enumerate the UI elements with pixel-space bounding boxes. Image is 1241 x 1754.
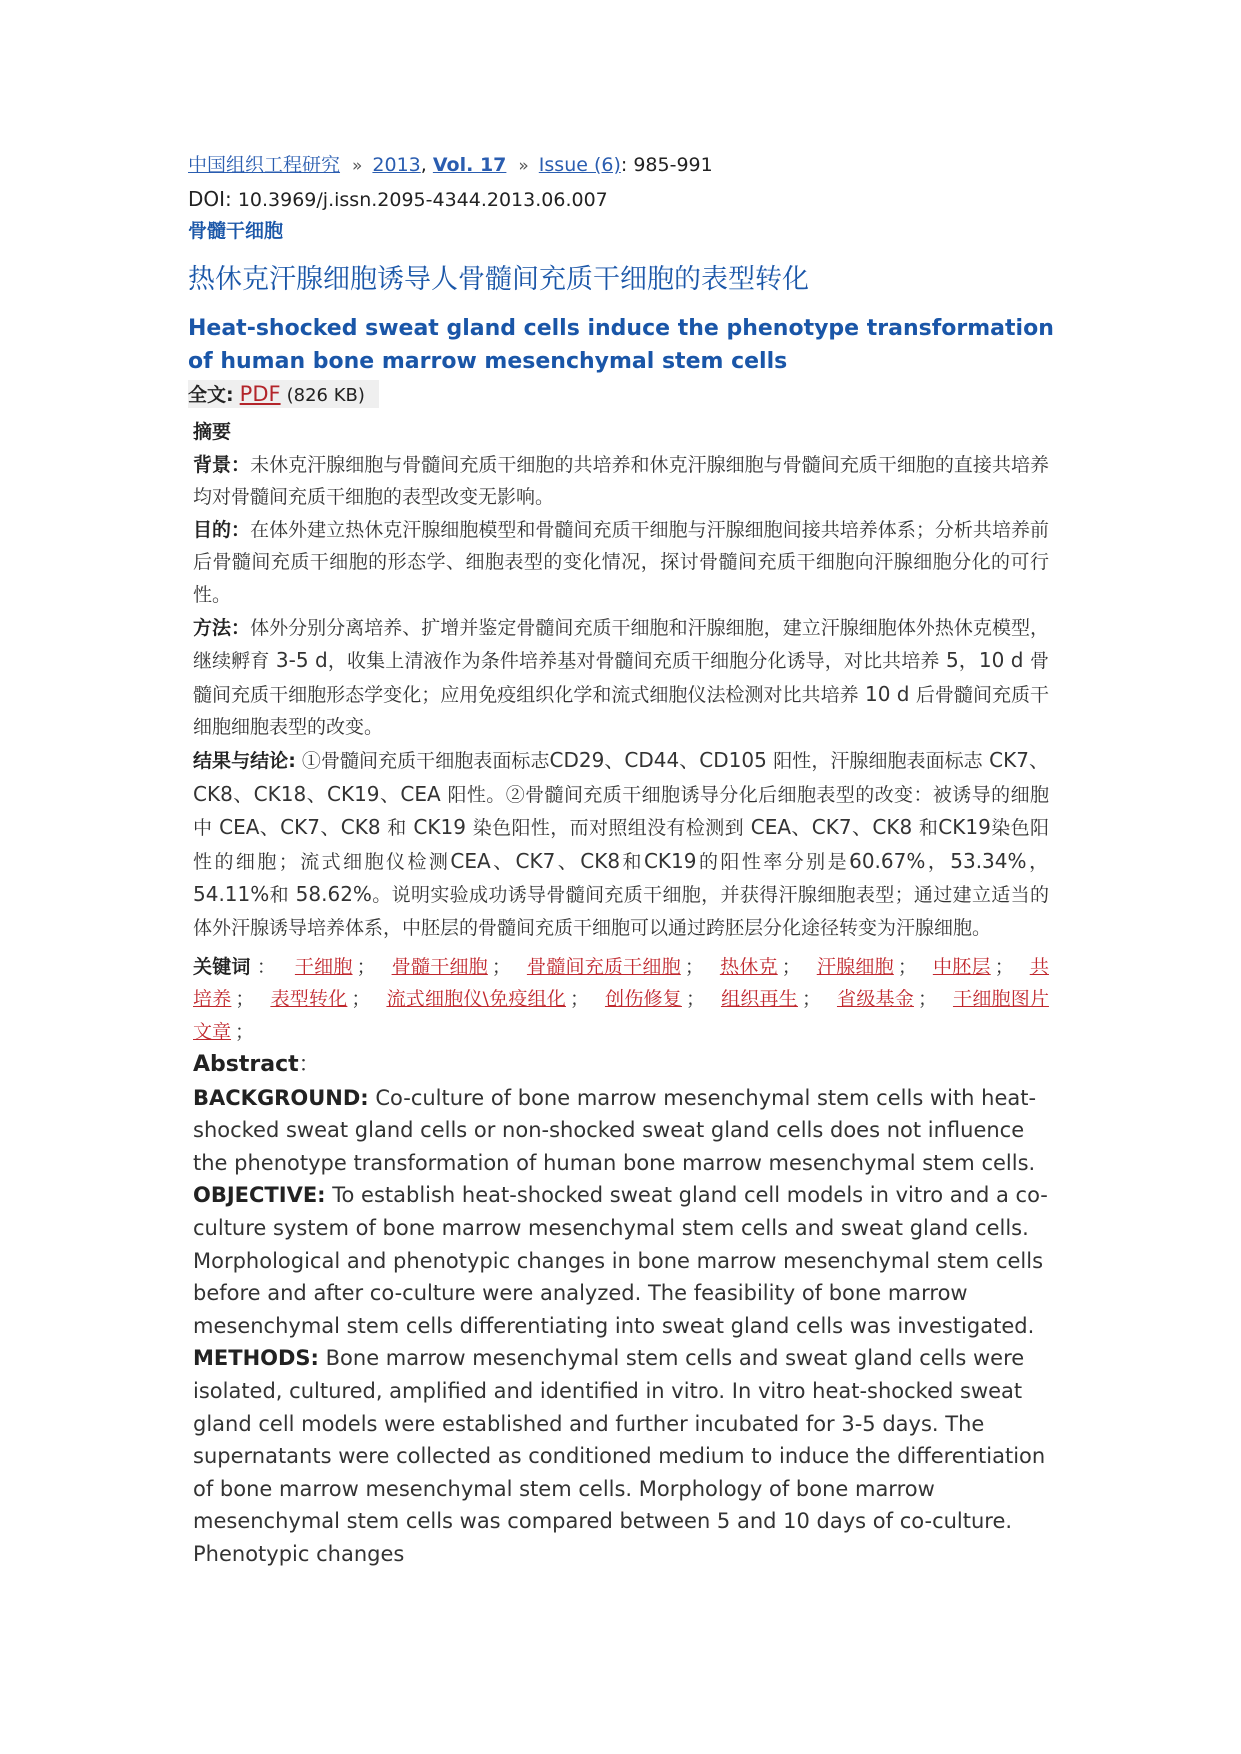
methods-cn-span: 5，10 d	[939, 648, 1030, 673]
results-cn	[193, 744, 1049, 945]
keyword-link[interactable]: 干细胞	[294, 955, 353, 978]
objective-cn-label: 目的：	[193, 518, 251, 541]
results-cn-text: 染色阳性，而对照组没有检测到	[472, 817, 745, 840]
keyword-list	[193, 956, 1049, 1043]
objective-cn-text: 在体外建立热休克汗腺细胞模型和骨髓间充质干细胞与汗腺细胞间接共培养体系；分析共培养前后骨髓间充质干细胞的形态学、细胞表型的变化情况，探讨骨髓间充质干细胞向汗腺细胞分化的可行性。	[193, 518, 1049, 606]
abstract-cn-heading: 摘要	[193, 421, 232, 443]
objective-en-label: OBJECTIVE:	[193, 1183, 326, 1208]
year-link[interactable]: 2013	[372, 154, 421, 176]
results-cn-text: 。说明实验成功诱导骨髓间充质干细胞，并获得汗腺细胞表型；通过建立适当的体外汗腺诱导培养体系，中胚层的骨髓间充质干细胞可以通过跨胚层分化途径转变为汗腺细胞。	[193, 884, 1049, 939]
journal-link[interactable]: 中国组织工程研究	[188, 154, 341, 176]
keyword-separator: ；	[897, 955, 917, 978]
issue-link[interactable]: Issue (6)	[538, 154, 621, 176]
article-title-en: Heat-shocked sweat gland cells induce the phenotype transformation of human bone marrow mesenchymal stem cells	[188, 316, 1054, 374]
background-cn	[193, 449, 1049, 514]
methods-cn-span: 3-5 d	[269, 648, 328, 673]
keyword-link[interactable]: 热休克	[719, 955, 778, 978]
results-cn-span: CK19	[938, 815, 991, 840]
abstract-en-heading: Abstract	[193, 1052, 299, 1077]
results-cn-span: CEA、CK7、CK8	[744, 815, 919, 840]
keyword-separator: ；	[917, 988, 937, 1011]
abstract-en	[193, 1048, 1049, 1571]
results-cn-span: CK7、CK8、CK18、CK19、CEA	[193, 747, 1049, 806]
abstract-cn	[193, 416, 1049, 1048]
background-cn-text: 未休克汗腺细胞与骨髓间充质干细胞的共培养和休克汗腺细胞与骨髓间充质干细胞的直接共培养均对骨髓间充质干细胞的表型改变无影响。	[193, 453, 1049, 509]
methods-cn-text: 体外分别分离培养、扩增并鉴定骨髓间充质干细胞和汗腺细胞，建立汗腺细胞体外热休克模型，继续孵育	[193, 616, 1049, 673]
doi-line	[188, 186, 608, 213]
keyword-link[interactable]: 共培养	[193, 955, 1049, 1011]
background-en	[193, 1082, 1049, 1180]
results-cn-text: 阳性，汗腺细胞表面标志	[773, 749, 983, 772]
background-en-label: BACKGROUND:	[193, 1085, 369, 1110]
breadcrumb-comma: ,	[420, 154, 427, 176]
results-cn-span: 60.67%，53.34%，54.11%	[193, 848, 1049, 907]
keyword-separator: ；	[491, 955, 511, 978]
results-cn-text: 和	[387, 817, 407, 840]
breadcrumb-separator: »	[352, 156, 363, 176]
keyword-link[interactable]: 流式细胞仪\免疫组化	[386, 988, 566, 1011]
methods-cn-span: 10 d	[858, 681, 916, 706]
results-cn-span: CK19	[406, 815, 473, 840]
doi-value: 10.3969/j.issn.2095-4344.2013.06.007	[237, 189, 608, 211]
keyword-separator: ；	[994, 955, 1014, 978]
keywords-label: 关键词	[193, 955, 251, 978]
fulltext-label: 全文:	[188, 384, 234, 406]
keyword-link[interactable]: 干细胞图片文章	[193, 988, 1049, 1043]
results-cn-span: 58.62%	[288, 882, 372, 907]
keyword-separator: ；	[351, 988, 371, 1011]
background-cn-label: 背景：	[193, 453, 251, 476]
keyword-separator: ；	[235, 988, 255, 1011]
results-cn-text: 的阳性率分别是	[696, 850, 850, 873]
page-range: : 985-991	[620, 154, 713, 176]
keyword-separator: ；	[781, 955, 801, 978]
methods-cn-text: 骨髓间充质干细胞形态学变化；应用免疫组织化学和流式细胞仪法检测对比共培养	[193, 650, 1049, 706]
keyword-link[interactable]: 创伤修复	[604, 988, 682, 1011]
keyword-link[interactable]: 骨髓干细胞	[391, 955, 488, 978]
results-cn-span: CK19	[643, 848, 697, 873]
keyword-separator: ；	[685, 988, 705, 1011]
abstract-en-colon: ：	[298, 1052, 320, 1076]
keywords-colon: ：	[250, 955, 277, 978]
results-cn-span: CD29、CD44、CD105	[549, 747, 774, 772]
fulltext-line	[188, 380, 379, 408]
results-cn-text: 和	[269, 884, 289, 907]
keyword-separator: ；	[235, 1020, 255, 1043]
results-cn-span: CEA、CK7、CK8	[212, 815, 388, 840]
objective-en	[193, 1179, 1049, 1342]
results-cn-text: 染色阳性的细胞；流式细胞仪检测	[193, 817, 1049, 873]
keyword-separator: ；	[801, 988, 821, 1011]
keywords-cn	[193, 951, 1049, 1049]
methods-cn	[193, 612, 1049, 744]
keyword-link[interactable]: 组织再生	[720, 988, 798, 1011]
keyword-link[interactable]: 骨髓间充质干细胞	[526, 955, 681, 978]
keyword-separator: ；	[569, 988, 589, 1011]
breadcrumb	[188, 152, 713, 179]
article-title-cn: 热休克汗腺细胞诱导人骨髓间充质干细胞的表型转化	[188, 264, 809, 295]
results-cn-label: 结果与结论:	[193, 749, 296, 772]
methods-en	[193, 1342, 1049, 1570]
methods-cn-label: 方法：	[193, 616, 251, 639]
breadcrumb-separator-2: »	[518, 156, 529, 176]
results-cn-text: ①骨髓间充质干细胞表面标志	[295, 749, 550, 772]
results-cn-text: 阳性。②骨髓间充质干细胞诱导分化后细胞表型的改变：被诱导的细胞中	[193, 783, 1049, 840]
keyword-link[interactable]: 汗腺细胞	[816, 955, 894, 978]
pdf-download-link[interactable]: PDF	[239, 382, 281, 406]
keyword-link[interactable]: 表型转化	[270, 988, 348, 1011]
results-cn-span: CEA、CK7、CK8	[450, 848, 621, 873]
objective-en-text: To establish heat-shocked sweat gland cell models in vitro and a co-culture system of bone marrow mesenchymal stem cells and sweat gland cells. Morphological and phenotypic changes in bone marrow mesenchymal stem cells before and after co-culture were analyzed. The feasibility of bone marrow mesenchymal stem cells differentiating into sweat gland cells was investigated.	[193, 1183, 1048, 1338]
background-en-text: Co-culture of bone marrow mesenchymal stem cells with heat-shocked sweat gland cells or non-shocked sweat gland cells does not influence the phenotype transformation of human bone marrow mesenchymal stem cells.	[193, 1085, 1037, 1175]
keyword-separator: ；	[684, 955, 704, 978]
doi-label: DOI:	[188, 187, 232, 211]
methods-en-label: METHODS:	[193, 1346, 319, 1371]
methods-cn-text: ，收集上清液作为条件培养基对骨髓间充质干细胞分化诱导，对比共培养	[327, 650, 940, 673]
volume-link[interactable]: Vol. 17	[432, 154, 507, 176]
keyword-separator: ；	[356, 955, 376, 978]
methods-en-text: Bone marrow mesenchymal stem cells and sweat gland cells were isolated, cultured, amplified and identified in vitro. In vitro heat-shocked sweat gland cell models were established and further incubated for 3-5 days. The supernatants were collected as conditioned medium to induce the differentiation of bone marrow mesenchymal stem cells. Morphology of bone marrow mesenchymal stem cells was compared between 5 and 10 days of co-culture. Phenotypic changes	[193, 1346, 1046, 1566]
results-cn-text: 和	[918, 817, 939, 840]
results-cn-text: 和	[620, 850, 644, 873]
file-size: (826 KB)	[286, 385, 365, 406]
objective-cn	[193, 514, 1049, 612]
section-label: 骨髓干细胞	[188, 220, 284, 242]
keyword-link[interactable]: 省级基金	[836, 988, 914, 1011]
methods-cn-text: 后骨髓间充质干细胞细胞表型的改变。	[193, 683, 1049, 739]
keyword-link[interactable]: 中胚层	[932, 955, 991, 978]
